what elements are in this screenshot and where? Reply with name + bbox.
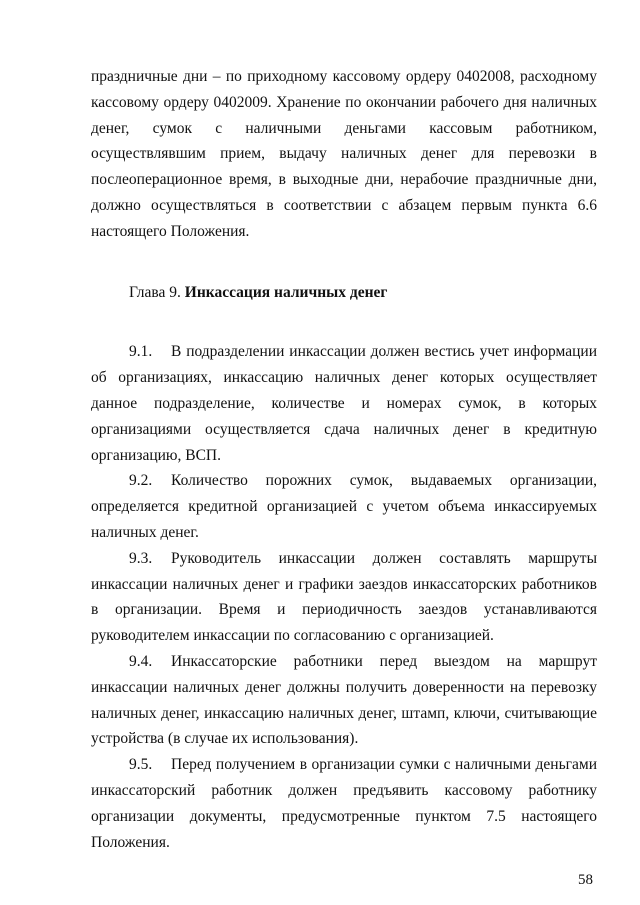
paragraph-9-4 [91, 649, 597, 752]
intro-paragraph: праздничные дни – по приходному кассовому ордеру 0402008, расходному кассовому ордеру 0402009. Хранение по окончании рабочего дня наличных денег, сумок с наличными деньгами кассовым работником, осуществлявшим прием, выдачу наличных денег для перевозки в послеоперационное время, в выходные дни, нерабочие праздничные дни, должно осуществляться в соответствии с абзацем первым пункта 6.6 настоящего Положения. [91, 68, 597, 240]
item-number: 9.4. [129, 652, 153, 670]
item-text: Перед получением в организации сумки с наличными деньгами инкассаторский работник должен предъявить кассовому работнику организации документы, предусмотренные пунктом 7.5 настоящего Положения. [91, 756, 597, 851]
item-number: 9.2. [129, 472, 153, 490]
page-number: 58 [578, 872, 593, 888]
paragraph-9-1 [91, 339, 597, 468]
item-text: Количество порожних сумок, выдаваемых организации, определяется кредитной организацией с учетом объема инкассируемых наличных денег. [91, 472, 597, 541]
item-number: 9.5. [129, 756, 153, 774]
item-number: 9.3. [129, 549, 153, 567]
item-text: В подразделении инкассации должен вестись учет информации об организациях, инкассацию наличных денег которых осуществляет данное подразделение, количестве и номерах сумок, в которых организациями осуществляется сдача наличных денег в кредитную организацию, ВСП. [91, 343, 597, 464]
paragraph-9-3 [91, 546, 597, 649]
item-number: 9.1. [129, 343, 153, 361]
paragraph-9-2 [91, 468, 597, 545]
paragraph-9-5 [91, 752, 597, 855]
chapter-heading [91, 280, 597, 306]
document-page [91, 64, 597, 855]
item-text: Инкассаторские работники перед выездом на маршрут инкассации наличных денег должны получить доверенности на перевозку наличных денег, инкассацию наличных денег, штамп, ключи, считывающие устройства (в случае их использования). [91, 652, 597, 748]
chapter-title: Инкассация наличных денег [184, 283, 388, 301]
item-text: Руководитель инкассации должен составлять маршруты инкассации наличных денег и графики заездов инкассаторских работников в организации. Время и периодичность заездов устанавливаются руководителем инкассации по согласованию с организацией. [91, 549, 597, 645]
chapter-prefix: Глава 9. [129, 283, 181, 301]
